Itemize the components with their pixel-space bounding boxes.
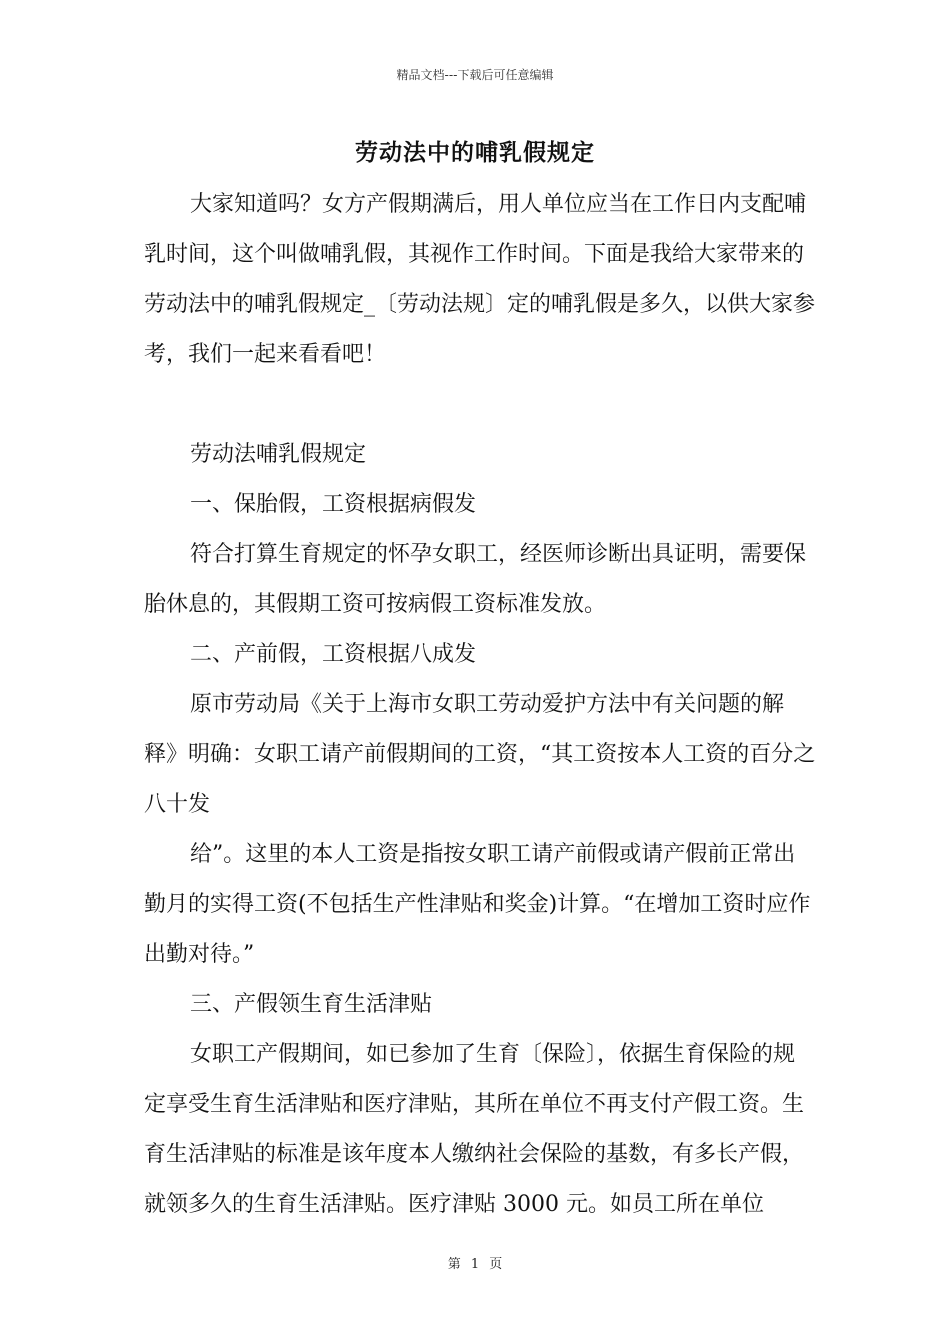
item3-paragraph: 女职工产假期间，如已参加了生育〔保险〕，依据生育保险的规定享受生育生活津贴和医疗津贴，其所在单位不再支付产假工资。生育生活津贴的标准是该年度本人缴纳社会保险的基数，有多长产假，就领多久的生育生活津贴。医疗津贴 3000 元。如员工所在单位 xyxy=(144,1042,805,1217)
section-heading: 劳动法哺乳假规定 xyxy=(190,442,367,467)
item2-heading: 二、产前假，工资根据八成发 xyxy=(190,642,477,667)
item1-paragraph: 符合打算生育规定的怀孕女职工，经医师诊断出具证明，需要保胎休息的，其假期工资可按病假工资标准发放。 xyxy=(144,542,807,617)
intro-paragraph: 大家知道吗？女方产假期满后，用人单位应当在工作日内支配哺乳时间，这个叫做哺乳假，其视作工作时间。下面是我给大家带来的劳动法中的哺乳假规定_〔劳动法规〕定的哺乳假是多久，以供大家参考，我们一起来看看吧！ xyxy=(144,192,816,367)
page-footer xyxy=(0,1253,950,1272)
item3-heading: 三、产假领生育生活津贴 xyxy=(190,992,433,1017)
footer-prefix: 第 xyxy=(447,1257,461,1272)
item2-paragraph-b: 给”。这里的本人工资是指按女职工请产前假或请产假前正常出勤月的实得工资(不包括生产性津贴和奖金)计算。“在增加工资时应作出勤对待。” xyxy=(144,842,811,967)
header-note: 精品文档---下载后可任意编辑 xyxy=(396,68,554,82)
item1-heading: 一、保胎假，工资根据病假发 xyxy=(190,492,477,517)
item2-paragraph-a: 原市劳动局《关于上海市女职工劳动爱护方法中有关问题的解释》明确：女职工请产前假期间的工资，“其工资按本人工资的百分之八十发 xyxy=(144,692,816,817)
page-number: 1 xyxy=(470,1257,480,1272)
document-body xyxy=(144,180,816,1230)
footer-suffix: 页 xyxy=(489,1257,503,1272)
document-title: 劳动法中的哺乳假规定 xyxy=(355,139,595,166)
paragraph-gap xyxy=(144,380,816,430)
